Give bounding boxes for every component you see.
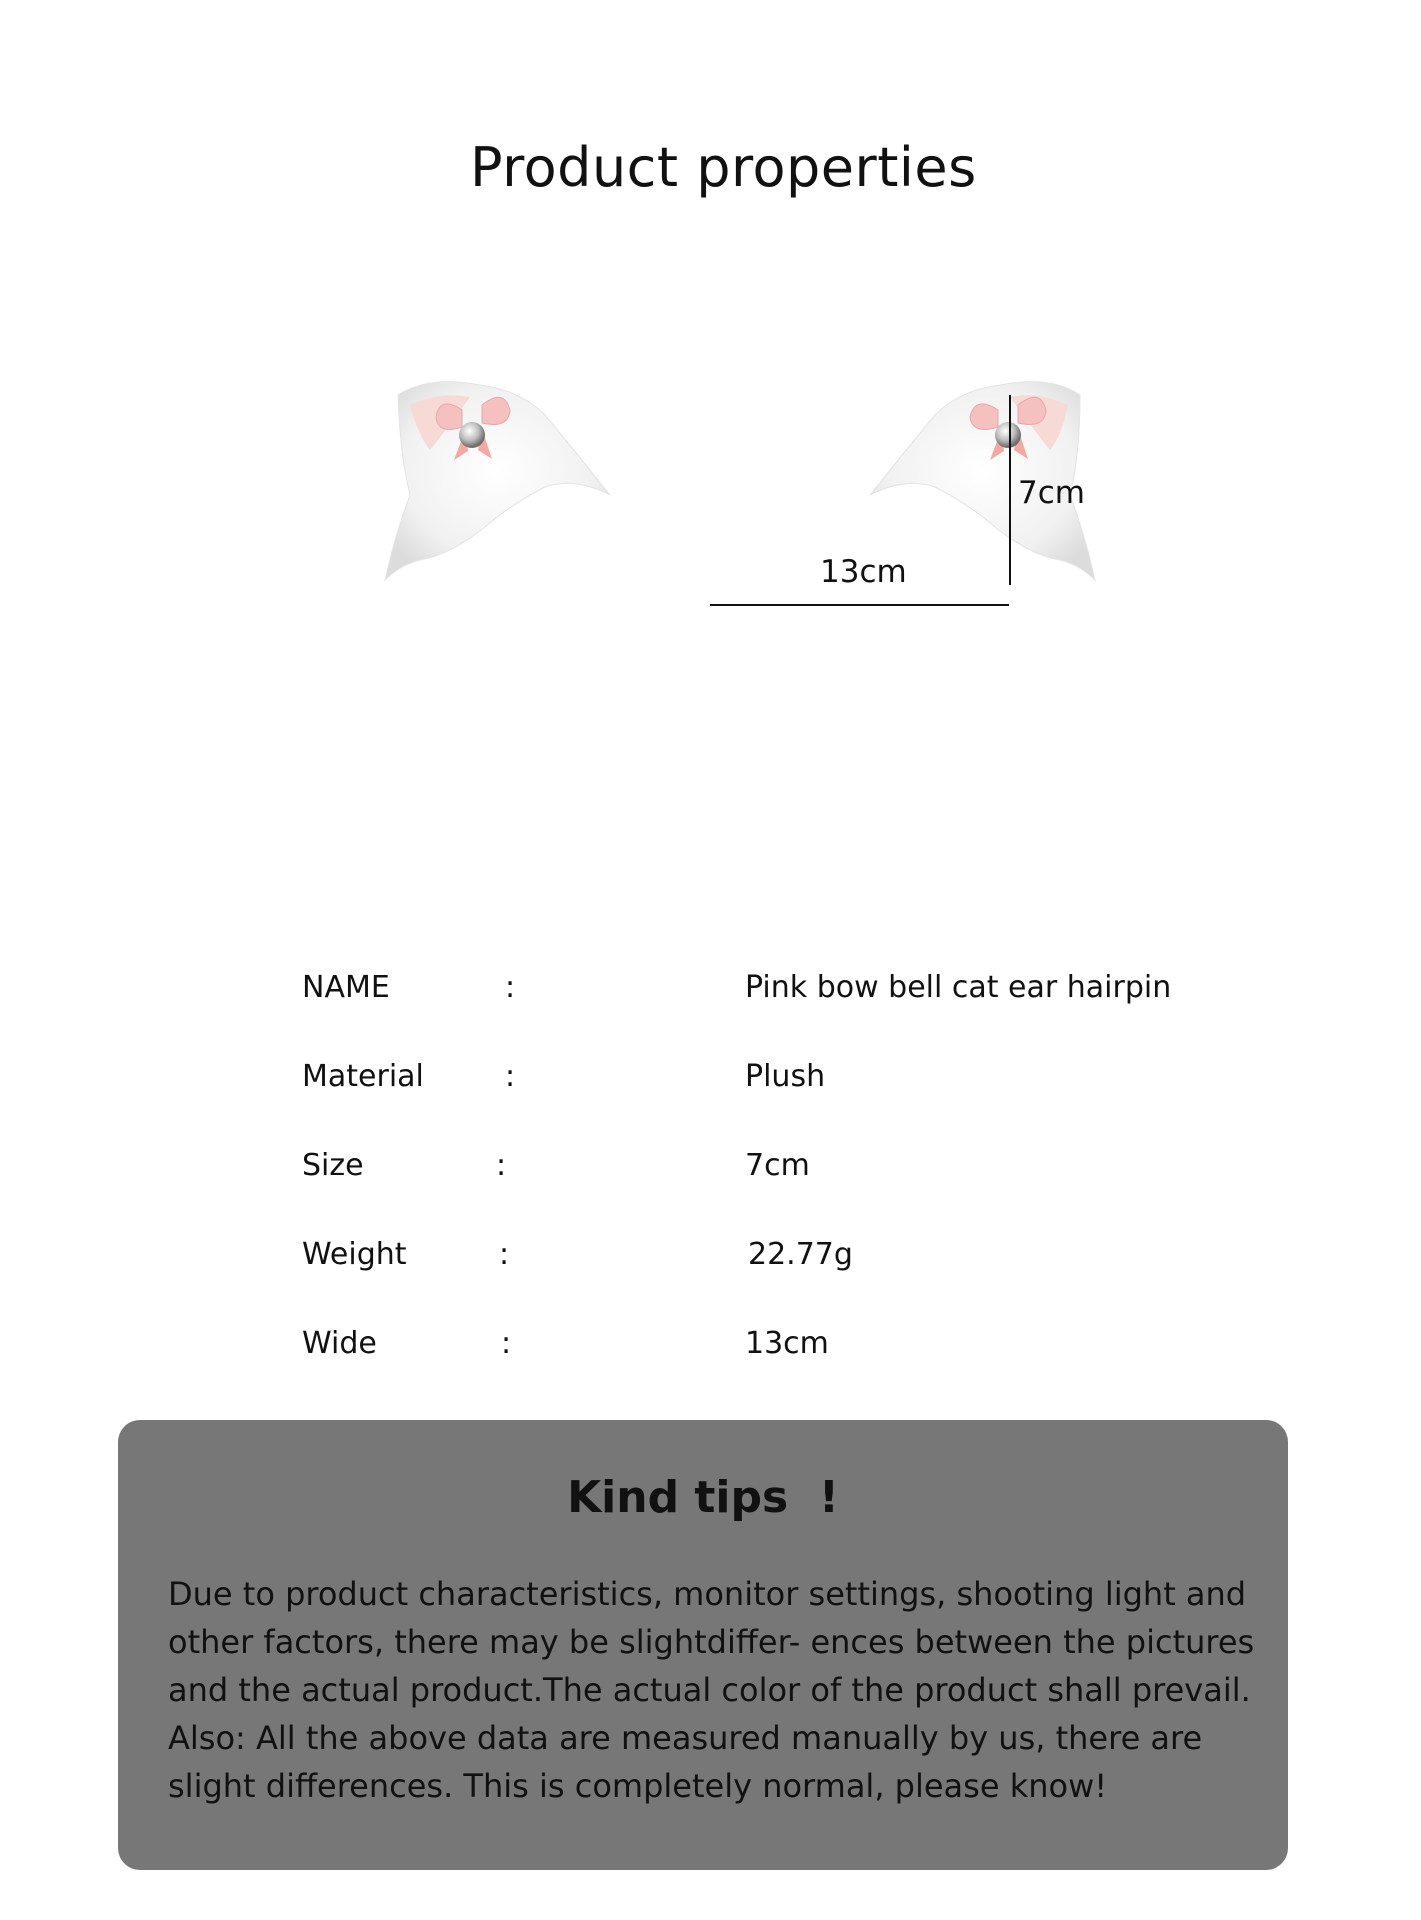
spec-row-weight — [302, 1227, 1202, 1316]
spec-key: Material — [302, 1059, 424, 1094]
height-label: 7cm — [1018, 475, 1085, 511]
spec-colon: : — [496, 1148, 507, 1183]
tips-title: Kind tips ! — [567, 1472, 839, 1523]
width-label: 13cm — [820, 554, 907, 590]
spec-value: Plush — [745, 1059, 826, 1094]
spec-value: Pink bow bell cat ear hairpin — [745, 970, 1172, 1005]
spec-row-name — [302, 960, 1202, 1049]
specs-table — [302, 960, 1202, 1405]
spec-colon: : — [505, 1059, 516, 1094]
spec-row-size — [302, 1138, 1202, 1227]
kind-tips-box — [118, 1420, 1288, 1870]
spec-value: 22.77g — [748, 1237, 853, 1272]
product-image — [370, 355, 1110, 625]
spec-row-material — [302, 1049, 1202, 1138]
spec-colon: : — [501, 1326, 512, 1361]
left-cat-ear — [385, 382, 610, 580]
spec-key: Weight — [302, 1237, 407, 1272]
spec-key: Size — [302, 1148, 364, 1183]
tips-text: Due to product characteristics, monitor settings, shooting light and other factors, there may be slightdiffer- ences between the pictures and the actual product.The actual color of the product shall prevail. Also: All the above data are measured manually by us, there are slight differences. This is completely normal, please know! — [168, 1575, 1255, 1805]
spec-value: 13cm — [745, 1326, 829, 1361]
spec-colon: : — [505, 970, 516, 1005]
spec-value: 7cm — [745, 1148, 810, 1183]
spec-colon: : — [499, 1237, 510, 1272]
spec-key: Wide — [302, 1326, 377, 1361]
spec-row-wide — [302, 1316, 1202, 1405]
spec-key: NAME — [302, 970, 390, 1005]
page-title: Product properties — [470, 136, 977, 199]
